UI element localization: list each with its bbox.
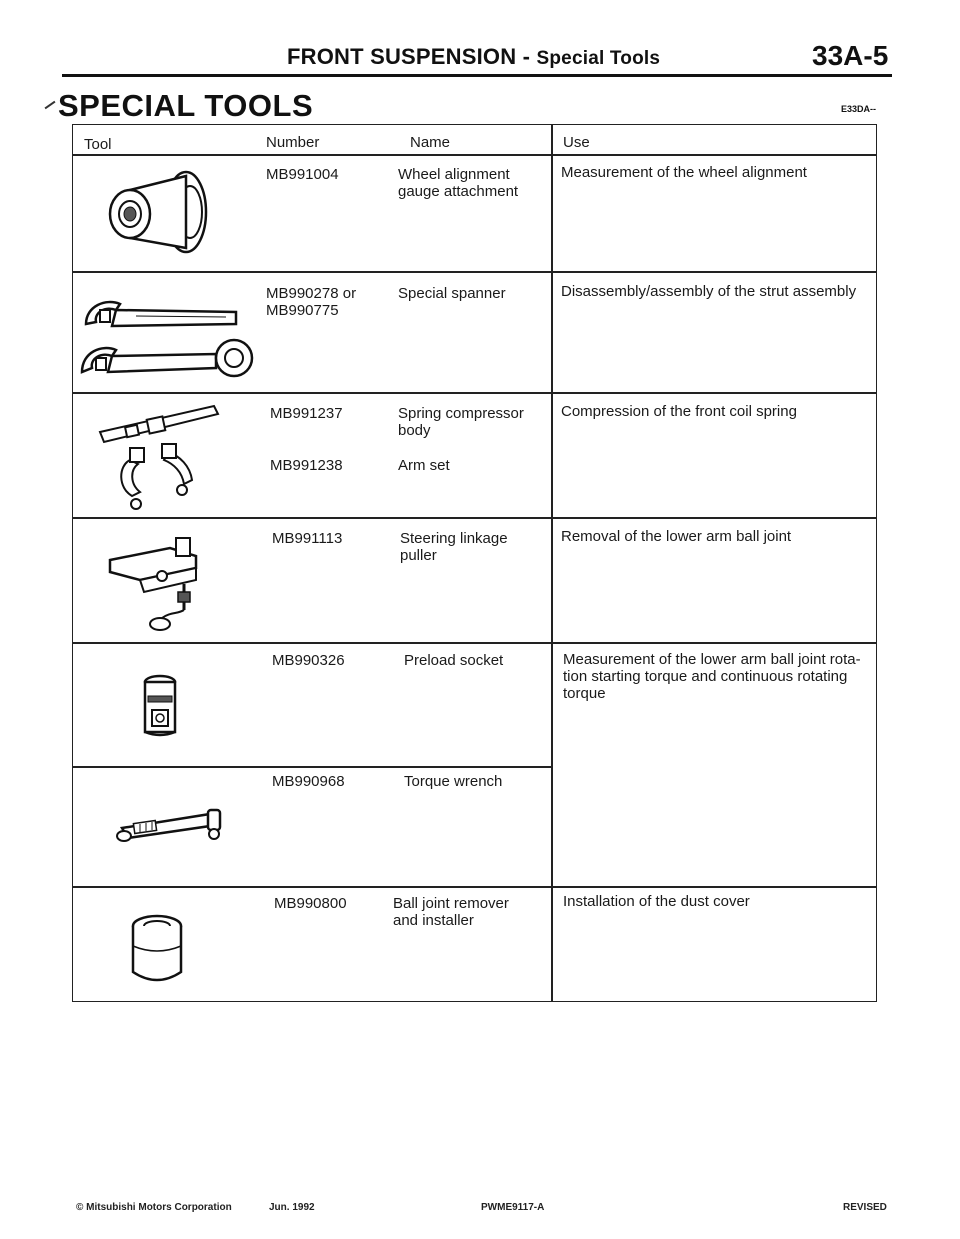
- tool-use: Compression of the front coil spring: [561, 403, 797, 420]
- tool-name: Wheel alignment gauge attachment: [398, 166, 519, 200]
- column-header-use: Use: [563, 134, 590, 151]
- tool-number: MB991004: [266, 166, 339, 183]
- special-spanner-icon: [76, 288, 260, 384]
- tool-name: Torque wrench: [404, 773, 503, 790]
- use-column-rule: [551, 124, 553, 1002]
- tool-number: MB991238: [270, 457, 343, 474]
- section-code: E33DA--: [841, 104, 877, 114]
- row-divider: [72, 392, 877, 394]
- row-divider-partial: [72, 766, 552, 768]
- column-header-number: Number: [266, 134, 320, 151]
- wheel-alignment-gauge-attachment-icon: [100, 168, 230, 264]
- tool-name: Spring compressor body: [398, 405, 524, 439]
- column-header-tool: Tool: [84, 136, 112, 153]
- header-rule: [62, 74, 892, 77]
- tool-use: Installation of the dust cover: [563, 893, 750, 910]
- tool-number: MB990800: [274, 895, 347, 912]
- tool-name: Ball joint remover and installer: [393, 895, 509, 929]
- tool-name: Steering linkage puller: [400, 530, 508, 564]
- margin-tick-mark: [45, 101, 56, 110]
- table-header-rule: [72, 154, 877, 156]
- tool-use: Measurement of the lower arm ball joint rota- tion starting torque and continuous rotating torque: [563, 651, 861, 702]
- page-number: 33A-5: [812, 40, 889, 71]
- tool-number: MB990278 or MB990775: [266, 285, 357, 319]
- row-divider: [72, 886, 877, 888]
- ball-joint-remover-icon: [127, 912, 187, 988]
- tool-use: Removal of the lower arm ball joint: [561, 528, 792, 545]
- tool-name: Special spanner: [398, 285, 506, 302]
- tool-use: Disassembly/assembly of the strut assembly: [561, 283, 857, 300]
- row-divider: [72, 642, 877, 644]
- preload-socket-icon: [140, 672, 180, 738]
- row-divider: [72, 271, 877, 273]
- section-title: SPECIAL TOOLS: [58, 88, 314, 123]
- tool-number: MB991113: [272, 530, 343, 547]
- header-title-separator: -: [516, 44, 537, 69]
- header-title-main: FRONT SUSPENSION: [287, 44, 517, 69]
- tool-number: MB990968: [272, 773, 345, 790]
- footer-copyright: © Mitsubishi Motors Corporation: [76, 1202, 232, 1213]
- header-title-sub: Special Tools: [536, 48, 661, 69]
- footer-date: Jun. 1992: [269, 1202, 315, 1213]
- tool-use: Measurement of the wheel alignment: [561, 164, 807, 181]
- column-header-name: Name: [410, 134, 451, 151]
- footer-doc-code: PWME9117-A: [481, 1202, 545, 1213]
- steering-linkage-puller-icon: [100, 528, 220, 634]
- tool-number: MB990326: [272, 652, 345, 669]
- page-header-title: [287, 44, 660, 70]
- footer-status: REVISED: [843, 1202, 887, 1213]
- tool-number: MB991237: [270, 405, 343, 422]
- torque-wrench-icon: [114, 802, 234, 848]
- tool-name: Preload socket: [404, 652, 504, 669]
- spring-compressor-icon: [96, 400, 226, 518]
- tool-name: Arm set: [398, 457, 450, 474]
